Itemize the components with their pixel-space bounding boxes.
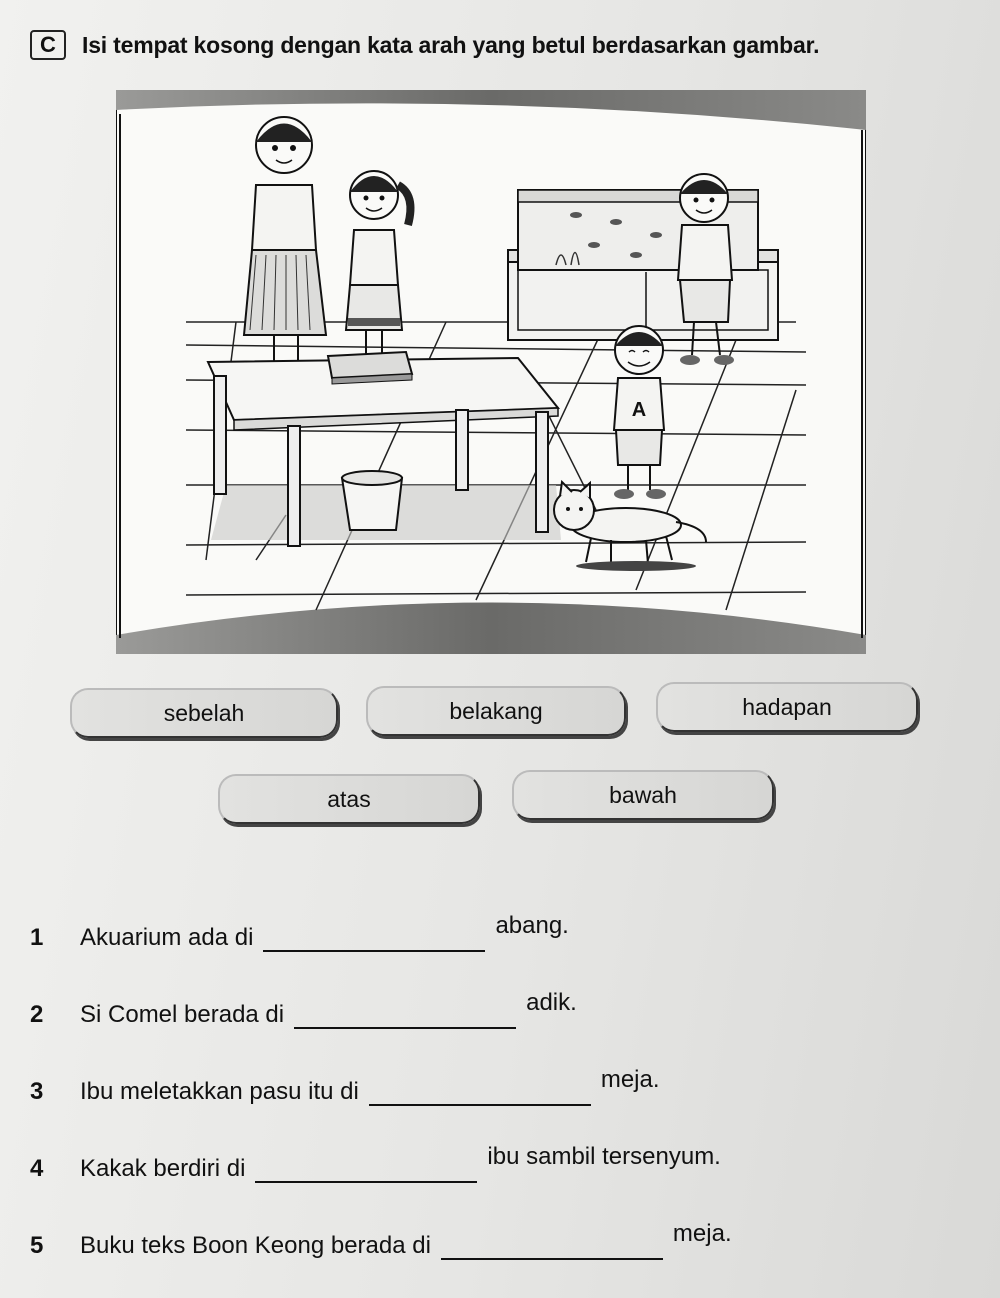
section-heading [30,30,819,60]
answer-blank[interactable] [263,928,485,952]
answer-blank[interactable] [441,1236,663,1260]
question-2 [30,989,577,1029]
question-text-before: Ibu meletakkan pasu itu di [80,1078,359,1105]
question-text-after: adik. [526,989,577,1016]
answer-blank[interactable] [369,1082,591,1106]
question-number: 3 [30,1078,44,1105]
question-text-before: Si Comel berada di [80,1001,285,1028]
textbook [328,352,412,384]
question-3 [30,1066,660,1106]
answer-blank[interactable] [294,1005,516,1029]
scene-illustration [116,90,866,654]
section-letter-badge: C [30,30,66,60]
question-number: 5 [30,1232,44,1259]
question-text-before: Buku teks Boon Keong berada di [80,1232,431,1259]
question-text-before: Kakak berdiri di [80,1155,246,1182]
question-text-after: meja. [672,1220,732,1247]
question-text-after: abang. [495,912,569,939]
word-chip-sebelah[interactable]: sebelah [70,688,338,738]
shirt-letter: A [631,399,647,421]
answer-blank[interactable] [255,1159,477,1183]
question-number: 2 [30,1001,44,1028]
question-number: 4 [30,1155,44,1182]
question-4 [30,1143,721,1183]
word-chip-bawah[interactable]: bawah [512,770,774,820]
word-chip-belakang[interactable]: belakang [366,686,626,736]
word-chip-hadapan[interactable]: hadapan [656,682,918,732]
question-text-before: Akuarium ada di [80,924,254,951]
pot [342,471,402,530]
question-number: 1 [30,924,44,951]
instruction-text: Isi tempat kosong dengan kata arah yang betul berdasarkan gambar. [82,31,820,58]
question-1 [30,912,569,952]
question-text-after: ibu sambil tersenyum. [487,1143,721,1170]
question-text-after: meja. [600,1066,660,1093]
word-chip-atas[interactable]: atas [218,774,480,824]
question-5 [30,1220,732,1260]
